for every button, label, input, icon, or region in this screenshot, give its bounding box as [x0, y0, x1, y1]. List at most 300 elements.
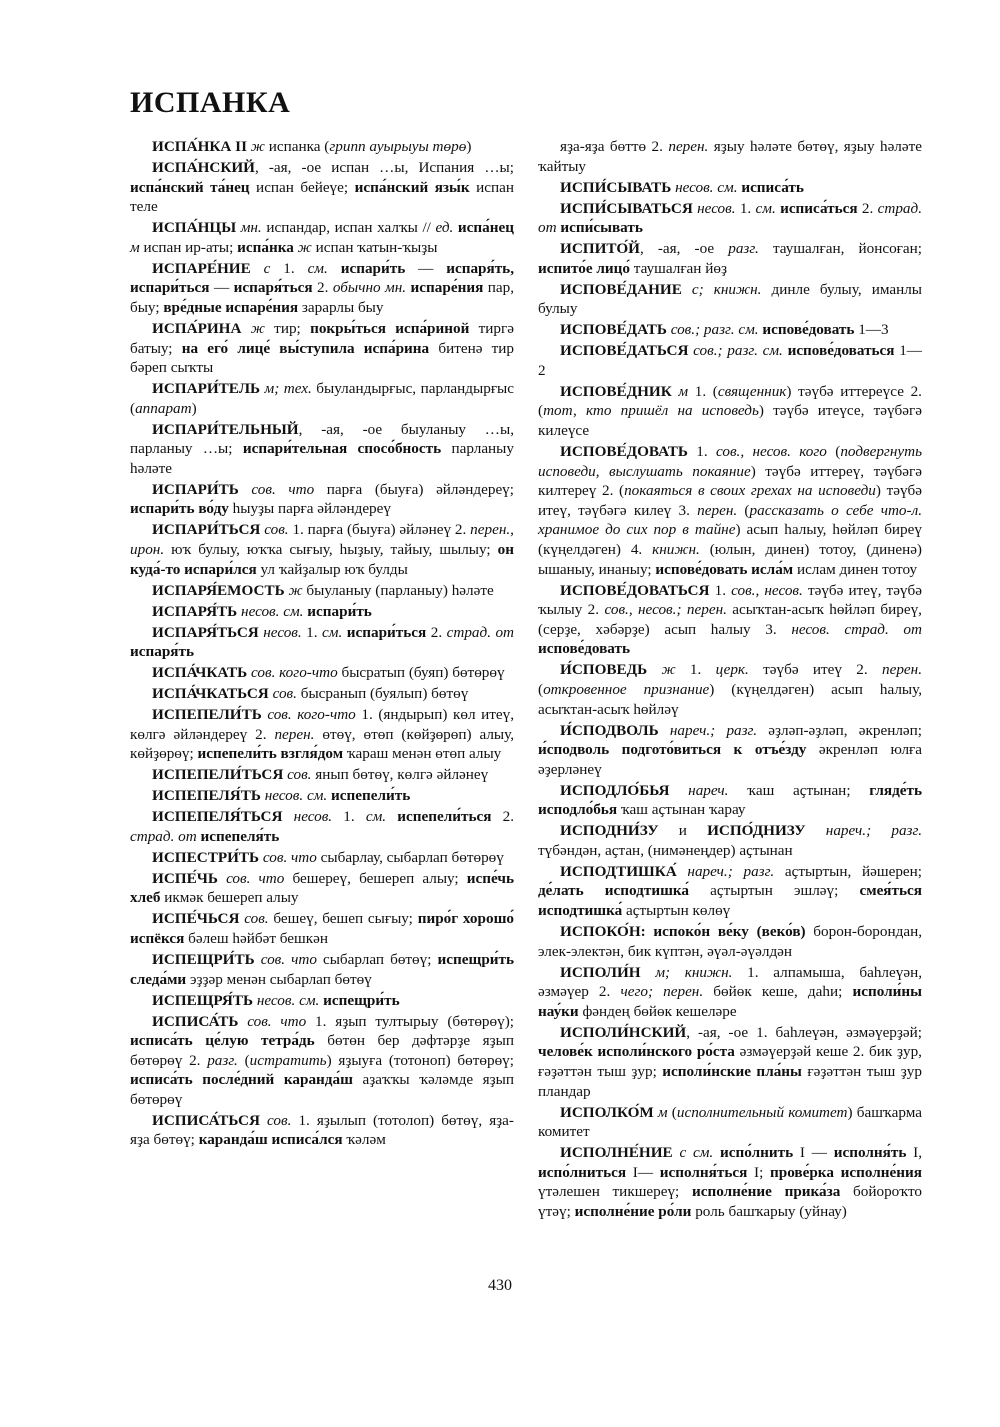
definition-text: — — [405, 259, 447, 277]
dictionary-entry — [538, 320, 922, 340]
headword: ИСПА́НЦЫ — [152, 219, 237, 237]
left-column — [130, 137, 514, 1151]
definition-text: испанка ( — [264, 138, 330, 155]
grammar-label: страд. от — [538, 199, 923, 237]
dictionary-entry — [538, 581, 922, 659]
dictionary-entry — [130, 1012, 514, 1110]
definition-text: таушалған, йонсоған; — [758, 240, 922, 258]
grammar-label: сов. кого-что — [247, 664, 338, 682]
dictionary-entry — [130, 786, 514, 806]
headword: ИСПОВЕ́ДАТЬ — [560, 321, 667, 339]
definition-text: әзмәүерҙәй кеше 2. бик ҙур, ғәҙәттән тыш ҙур; — [538, 1043, 922, 1080]
grammar-label: ж — [246, 138, 265, 155]
definition-text: сыбарлап бөтөү; — [316, 950, 438, 968]
grammar-label: м — [653, 1103, 668, 1121]
grammar-label: с см. — [672, 1144, 714, 1162]
grammar-label: сов. что — [254, 950, 317, 968]
headword: ИСПЕПЕЛЯ́ТЬСЯ — [152, 808, 283, 826]
headword: ИСПОДНИ́ЗУ — [560, 822, 659, 840]
headword: ИСПОДЛО́БЬЯ — [560, 781, 670, 799]
headword: пиро́г хорошо́ испёкся — [130, 910, 514, 947]
grammar-label: см. — [755, 199, 776, 217]
headword: ИСПЕПЕЛИ́ТЬ — [152, 706, 262, 724]
dictionary-entry — [130, 420, 514, 479]
definition-text: ( — [826, 443, 841, 461]
definition-text — [328, 260, 341, 277]
definition-text: I— — [626, 1163, 660, 1181]
definition-text: быуландырғыс, парландырғыс ( — [130, 380, 514, 417]
page-number: 430 — [488, 1277, 512, 1294]
grammar-label: см. — [322, 623, 343, 641]
definition-text: ) — [466, 138, 472, 155]
dictionary-entry — [130, 602, 514, 622]
grammar-label: книжн. — [652, 541, 700, 558]
grammar-label: аппарат — [135, 399, 192, 417]
definition-text: I, — [906, 1144, 922, 1162]
definition-text: 1. — [332, 808, 366, 826]
running-header: ИСПАНКА — [130, 86, 291, 119]
grammar-label: откровенное признание — [543, 680, 710, 698]
grammar-label: грипп ауырыуы төрө — [329, 138, 467, 155]
grammar-label: сов. что — [238, 1012, 307, 1030]
headword: гляде́ть исподло́бья — [538, 781, 922, 819]
grammar-label: исполнительный комитет — [676, 1103, 848, 1121]
headword: на его́ лице́ вы́ступила испа́рина — [181, 339, 430, 357]
definition-text: бысратып (буяп) бөтөрөү — [337, 664, 505, 682]
grammar-label: нареч. — [669, 781, 729, 799]
dictionary-entry — [538, 341, 922, 380]
definition-text: аҫтыртын эшләү; — [689, 882, 860, 900]
grammar-label: несов. см. — [260, 787, 328, 805]
grammar-label: сов., несов. кого — [716, 443, 827, 461]
headword: ИСПОЛНЕ́НИЕ — [560, 1144, 673, 1162]
definition-text: , -ая, -ое быуланыу …ы, парланыу …ы; — [130, 420, 514, 458]
definition-text: 1. — [301, 623, 323, 641]
definition-text: (юлын, динен) тотоу, (диненә) ышаныу, инаныу; — [538, 541, 922, 578]
headword: испове́довать — [538, 640, 630, 658]
definition-text: 1. — [709, 581, 732, 599]
headword: ИСПЕЩРИ́ТЬ — [152, 950, 255, 968]
definition-text: ҡаш аҫтынан; — [728, 781, 870, 799]
definition-text: яҙыу һәләте бөтөү, яҙыу һәләте ҡайтыу — [538, 138, 923, 175]
headword: ИСПЕ́ЧЬ — [152, 869, 218, 887]
grammar-label: страд. от — [446, 623, 515, 641]
dictionary-entry — [130, 663, 514, 683]
headword: И́СПОВЕДЬ — [560, 661, 648, 679]
headword: ИСПОКО́Н: — [560, 923, 646, 941]
grammar-label: несов. см. — [237, 602, 304, 620]
definition-text: ҡаш аҫтынан ҡарау — [617, 801, 746, 819]
definition-text: әкренләп юлға әҙерләнеү — [538, 741, 922, 778]
headword: ИСПОЛИ́НСКИЙ — [560, 1023, 687, 1041]
grammar-label: чего; перен. — [620, 983, 704, 1001]
dictionary-entry — [538, 963, 922, 1022]
headword: испепели́ться — [397, 808, 492, 826]
headword: ИСПАРИ́ТЕЛЬНЫЙ — [152, 420, 299, 438]
definition-text: ) — [191, 399, 197, 417]
headword: ИСПОВЕ́ДАНИЕ — [560, 280, 682, 298]
grammar-label: м; книжн. — [640, 963, 733, 981]
grammar-label: перен. — [668, 138, 709, 155]
definition-text: бысранып (буялып) бөтөү — [296, 685, 469, 703]
grammar-label: подвергнуть исповеди, выслушать покаяние — [538, 443, 923, 480]
headword: ИСПАРЯ́ТЬ — [152, 602, 238, 620]
dictionary-entry — [538, 660, 922, 719]
definition-text: ҡәләм — [342, 1131, 386, 1149]
headword: испещри́ть — [323, 991, 400, 1009]
dictionary-entry — [130, 480, 514, 519]
grammar-label: с — [250, 259, 271, 277]
definition-text: ) асып һалыу, һөйләп биреү (күңелдәген) 4. — [538, 521, 922, 558]
dictionary-entry — [130, 259, 514, 318]
definition-text: испан бейеүе; — [249, 178, 355, 196]
dictionary-entry — [538, 1103, 922, 1142]
grammar-label: обычно мн. — [332, 279, 407, 297]
grammar-label: сов. — [268, 685, 297, 703]
dictionary-entry — [538, 137, 922, 176]
grammar-label: сов. — [239, 910, 269, 928]
definition-text: өтөү, өтөп (көйҙөрөп) алыу, көйҙөрөү; — [130, 725, 515, 763]
dictionary-entry — [130, 950, 514, 989]
dictionary-entry — [130, 705, 514, 764]
definition-text: асыҡтан-асыҡ һөйләп биреү, (серҙе, хәбәрҙе) асып һалыу 3. — [538, 601, 922, 638]
grammar-label: покаяться в своих грехах на исповеди — [624, 482, 876, 500]
definition-text: ) башҡарма комитет — [538, 1103, 922, 1141]
definition-text: бойороҡто үтәү; — [538, 1183, 923, 1220]
dictionary-entry — [538, 821, 922, 860]
definition-text: зарарлы быу — [298, 298, 384, 316]
headword: испа́нец — [457, 219, 514, 237]
headword: ИСПОВЕ́ДОВАТЬ — [560, 443, 688, 461]
headword: испепели́ть — [330, 787, 411, 805]
dictionary-entry — [538, 442, 922, 579]
grammar-label: церк. — [715, 661, 749, 679]
headword: ИСПЕСТРИ́ТЬ — [152, 848, 260, 866]
definition-text: бешеү, бешеп сығыу; — [268, 910, 418, 928]
dictionary-entry — [130, 319, 514, 378]
dictionary-entry — [538, 382, 922, 441]
headword: испо́лниться — [538, 1163, 627, 1181]
headword: испито́е лицо́ — [538, 259, 630, 277]
dictionary-entry — [130, 581, 514, 601]
grammar-label: перен. — [274, 725, 315, 743]
definition-text: бөтөн бер дәфтәрҙе яҙып бөтөрөү 2. — [130, 1032, 514, 1069]
grammar-label: м — [671, 382, 689, 400]
dictionary-entry — [538, 922, 922, 961]
headword: испо́лнить — [719, 1144, 794, 1162]
headword: ИСПЕПЕЛЯ́ТЬ — [152, 787, 261, 805]
headword: ИСПА́ЧКАТЬСЯ — [152, 685, 269, 703]
headword: ИСПЕЩРЯ́ТЬ — [152, 991, 254, 1009]
headword: испи́сывать — [560, 219, 643, 237]
grammar-label: сов. — [259, 1111, 292, 1129]
grammar-label: несов. — [258, 623, 302, 641]
headword: челове́к исполи́нского ро́ста — [538, 1043, 735, 1061]
definition-text: таушалған йөҙ — [630, 259, 727, 277]
dictionary-entry — [130, 909, 514, 948]
definition-text: ( — [737, 501, 750, 519]
grammar-label: ж — [293, 238, 312, 256]
grammar-label: страд. от — [130, 827, 197, 845]
dictionary-entry — [538, 178, 922, 198]
definition-text: 1. (яндырып) көл итеү, көлгә әйләндереү 2. — [130, 706, 514, 743]
headword: каранда́ш исписа́лся — [198, 1131, 343, 1149]
grammar-label: несов. см. — [671, 178, 738, 196]
grammar-label: несов. — [282, 808, 333, 826]
definition-text: бөйөк кеше, даһи; — [703, 983, 853, 1001]
grammar-label: сов. что — [259, 848, 317, 866]
headword: испари́тельная спосо́бность — [242, 440, 442, 458]
definition-text: аҙаҡҡы ҡәләмде яҙып бөтөрөү — [130, 1071, 515, 1108]
definition-text: и — [658, 822, 708, 840]
headword: ИСПА́НКА II — [152, 138, 247, 155]
headword: испари́ть — [307, 602, 372, 620]
definition-text: бәлеш һәйбәт бешкән — [184, 929, 328, 947]
definition-text: 1—3 — [854, 321, 889, 339]
headword: испове́довать — [762, 321, 855, 339]
grammar-label: с; книжн. — [681, 280, 762, 298]
dictionary-entry — [130, 765, 514, 785]
definition-text: тәүбә итеү 2. — [748, 661, 882, 679]
definition-text: ) (күңелдәген) асып һалыу, асыҡтан-асыҡ һөйләү — [538, 680, 922, 718]
definition-text: ) тәүбә иттереү, тәүбәгә килтереү 2. ( — [538, 462, 922, 500]
definition-text: динле булыу, иманлы булыу — [538, 280, 922, 318]
dictionary-entry — [538, 199, 922, 238]
definition-text: ( — [538, 680, 544, 698]
headword: ИСПОЛКО́М — [560, 1103, 654, 1121]
definition-text: , -ая, -ое испан …ы, Испания …ы; — [254, 158, 514, 176]
grammar-label: м; тех. — [260, 380, 312, 398]
dictionary-entry — [130, 807, 514, 846]
grammar-label: сов.; разг. см. — [688, 342, 783, 360]
grammar-label: см. — [307, 259, 328, 277]
definition-text: тәүбә итеү, тәүбә ҡылыу 2. — [538, 581, 922, 619]
definition-text: ул ҡайҙалыр юҡ булды — [256, 560, 408, 578]
headword: испа́нский язы́к — [354, 178, 470, 196]
grammar-label: ед. — [435, 219, 454, 237]
definition-text: аҫтыртын, йәшерен; — [774, 862, 923, 880]
dictionary-entry — [538, 781, 922, 820]
headword: ИСПАРИ́ТЕЛЬ — [152, 380, 261, 398]
definition-text: икмәк бешереп алыу — [160, 889, 299, 907]
headword: испове́доваться — [787, 342, 895, 360]
dictionary-entry — [538, 721, 922, 780]
headword: ИСПАРЕ́НИЕ — [152, 259, 251, 277]
definition-text: 1. — [675, 661, 716, 679]
definition-text: 1. ( — [688, 382, 718, 400]
definition-text: I — — [793, 1144, 834, 1162]
headword: ИСПОДТИШКА́ — [560, 862, 677, 880]
headword: исписа́ть — [741, 178, 804, 196]
definition-text: фәндең бөйөк кешеләре — [578, 1002, 737, 1020]
dictionary-entry — [538, 1143, 922, 1221]
headword: испа́нский та́нец — [130, 178, 250, 196]
definition-text: 2. — [857, 199, 878, 217]
grammar-label: разг. — [728, 240, 759, 258]
dictionary-entry — [130, 623, 514, 662]
definition-text: әҙләп-әҙләп, әкренләп; — [757, 721, 923, 739]
grammar-label: сов. что — [217, 869, 285, 887]
dictionary-entry — [130, 1111, 514, 1150]
grammar-label: сов., несов. — [731, 581, 803, 599]
dictionary-entry — [538, 280, 922, 319]
headword: испаря́ть, испари́ться — [130, 259, 515, 297]
definition-text: 1. — [270, 259, 308, 277]
headword: ИСПИ́СЫВАТЬСЯ — [560, 199, 693, 217]
grammar-label: сов., несов.; перен. — [604, 601, 727, 619]
headword: ИСПАРИ́ТЬСЯ — [152, 521, 261, 539]
grammar-label: истратить — [249, 1051, 327, 1069]
definition-text: битенә тир бәреп сыҡты — [130, 339, 514, 377]
headword: ИСПИСА́ТЬ — [152, 1012, 239, 1030]
headword: ИСПОВЕ́ДАТЬСЯ — [560, 342, 689, 360]
grammar-label: сов. — [283, 766, 312, 784]
headword: испещри́ть следа́ми — [130, 950, 515, 988]
grammar-label: несов. см. — [253, 991, 320, 1009]
headword: ИСПАРЯ́ТЬСЯ — [152, 623, 259, 641]
definition-text: тир; — [264, 319, 311, 337]
definition-text: 2. — [426, 623, 447, 641]
definition-text: ғәҙәттән тыш ҙур пландар — [538, 1062, 922, 1100]
grammar-label: м — [130, 238, 140, 256]
grammar-label: ж — [284, 581, 303, 599]
definition-text: 1. яҙылып (тотолоп) бөтөү, яҙа-яҙа бөтөү; — [130, 1111, 514, 1149]
headword: испаря́ть — [130, 643, 194, 661]
grammar-label: перен. — [697, 501, 738, 519]
definition-text: , -ая, -ое — [639, 240, 729, 258]
grammar-label: нареч.; разг. — [805, 822, 922, 840]
definition-text: ) тәүбә иттереүсе 2. ( — [538, 382, 922, 420]
grammar-label: перен., ирон. — [130, 521, 514, 558]
grammar-label: тот, кто пришёл на исповедь — [543, 402, 759, 420]
headword: исполи́нские пла́ны — [662, 1062, 802, 1080]
grammar-label: нареч.; разг. — [676, 862, 775, 880]
headword: испари́ть — [340, 259, 406, 277]
definition-text: 1. — [687, 443, 716, 461]
headword: испоко́н ве́ку (веко́в) — [653, 923, 806, 941]
headword: ИСПОВЕ́ДНИК — [560, 382, 672, 400]
definition-text: ) яҙыуға (тотоноп) бөтөрөү; — [326, 1051, 514, 1069]
headword: ИСПОВЕ́ДОВАТЬСЯ — [560, 581, 710, 599]
definition-text: пар, быу; — [130, 279, 515, 316]
definition-text: ( — [667, 1103, 677, 1121]
dictionary-entry — [130, 520, 514, 579]
definition-text: быуланыу (парланыу) һәләте — [302, 581, 494, 599]
grammar-label: сов. — [260, 521, 289, 539]
grammar-label: ж — [647, 661, 676, 679]
dictionary-entry — [538, 1023, 922, 1101]
dictionary-entry — [538, 862, 922, 921]
headword: испаре́ния — [410, 279, 484, 297]
definition-text: — — [209, 279, 234, 297]
headword: исполня́ть — [833, 1144, 907, 1162]
headword: испе́чь хлеб — [130, 869, 514, 907]
headword: испари́ть во́ду — [130, 500, 229, 518]
dictionary-entry — [130, 158, 514, 217]
headword: испепеля́ть — [200, 827, 280, 845]
headword: ИСПА́НСКИЙ — [152, 158, 255, 176]
definition-text: 1. яҙып тултырыу (бөтөрөү); — [306, 1012, 514, 1030]
headword: смея́ться исподтишка́ — [538, 882, 922, 920]
headword: исписа́ть це́лую тетра́дь — [130, 1032, 315, 1050]
definition-text: ҡараш менән өтөп алыу — [343, 745, 502, 763]
definition-text: ) тәүбә итеүсе, тәүбәгә килеүсе — [538, 402, 922, 440]
headword: исполне́ние ро́ли — [574, 1202, 692, 1220]
definition-text: , -ая, -ое 1. баһлеүән, әзмәүерҙәй; — [686, 1023, 922, 1041]
definition-text: ислам динен тотоу — [793, 560, 918, 578]
definition-text: 2. — [312, 279, 333, 297]
headword: ИСПИ́СЫВАТЬ — [560, 178, 672, 196]
definition-text: бешереү, бешереп алыу; — [284, 869, 467, 887]
dictionary-entry — [130, 991, 514, 1011]
definition-text: ( — [237, 1051, 250, 1069]
grammar-label: сов. что — [238, 480, 315, 498]
definition-text: испан теле — [130, 178, 515, 216]
headword: испове́довать исла́м — [655, 560, 794, 578]
headword: испепели́ть взгля́дом — [197, 745, 344, 763]
definition-text: 1. алпамыша, баһлеүән, әзмәүер 2. — [538, 963, 922, 1001]
grammar-label: сов. кого-что — [261, 706, 356, 724]
definition-text — [386, 808, 397, 825]
definition-text: һыуҙы парға әйләндереү — [228, 500, 391, 518]
definition-text: парға (быуға) әйләндереү; — [314, 480, 514, 498]
grammar-label: рассказать о себе что-л. хранимое до сих пор в тайне — [538, 501, 922, 539]
dictionary-entry — [538, 239, 922, 278]
headword: исполня́ться — [659, 1163, 748, 1181]
headword: прове́рка исполне́ния — [770, 1163, 922, 1181]
definition-text: испан ҡатын-ҡыҙы — [311, 238, 438, 256]
definition-text: ) тәүбә итеү, тәүбәгә килеү 3. — [538, 482, 923, 519]
definition-text: 1. — [735, 199, 756, 217]
headword: ИСПА́РИНА — [152, 319, 242, 337]
definition-text: испандар, испан халҡы // — [261, 219, 436, 237]
definition-text: I; — [747, 1163, 770, 1181]
headword: он куда́-то испари́лся — [130, 541, 514, 578]
headword: исполи́ны нау́ки — [538, 983, 922, 1020]
grammar-label: несов. страд. от — [791, 620, 922, 638]
headword: ИСПИСА́ТЬСЯ — [152, 1111, 260, 1129]
definition-text: аҫтыртын көлөү — [622, 902, 731, 920]
dictionary-entry — [130, 869, 514, 908]
definition-text: яҙа-яҙа бөттө 2. — [560, 138, 669, 155]
definition-text: үтәлешен тикшереү; — [538, 1183, 692, 1201]
headword: ИСПАРИ́ТЬ — [152, 480, 239, 498]
definition-text: роль башҡарыу (уйнау) — [691, 1202, 847, 1220]
grammar-label: священник — [717, 382, 787, 400]
definition-text: юҡ булыу, юҡҡа сығыу, һыҙыу, тайыу, шылыу; — [164, 541, 498, 558]
definition-text: тиргә батыу; — [130, 319, 514, 357]
dictionary-entry — [130, 137, 514, 157]
definition-text: 2. — [491, 808, 515, 826]
headword: ИСПОЛИ́Н — [560, 963, 641, 981]
definition-text: борон-борондан, элек-электән, бик күптән, әүәл-әүәлдән — [538, 923, 923, 960]
definition-text: парланыу һәләте — [130, 440, 514, 477]
headword: ИСПЕ́ЧЬСЯ — [152, 910, 240, 928]
definition-text: 1—2 — [538, 342, 922, 379]
headword: и́сподволь подгото́виться к отъе́зду — [538, 741, 807, 759]
headword: ИСПА́ЧКАТЬ — [152, 664, 248, 682]
headword: исписа́ть после́дний каранда́ш — [130, 1071, 353, 1089]
dictionary-entry — [130, 379, 514, 418]
headword: испаря́ться — [233, 279, 313, 297]
grammar-label: мн. — [236, 219, 262, 237]
grammar-label: сов.; разг. см. — [666, 321, 759, 339]
definition-text: 1. парға (быуға) әйләнеү 2. — [288, 521, 471, 539]
headword: И́СПОДВОЛЬ — [560, 721, 659, 739]
headword: вре́дные испаре́ния — [163, 298, 299, 316]
grammar-label: несов. — [692, 199, 736, 217]
grammar-label: разг. — [207, 1051, 238, 1069]
